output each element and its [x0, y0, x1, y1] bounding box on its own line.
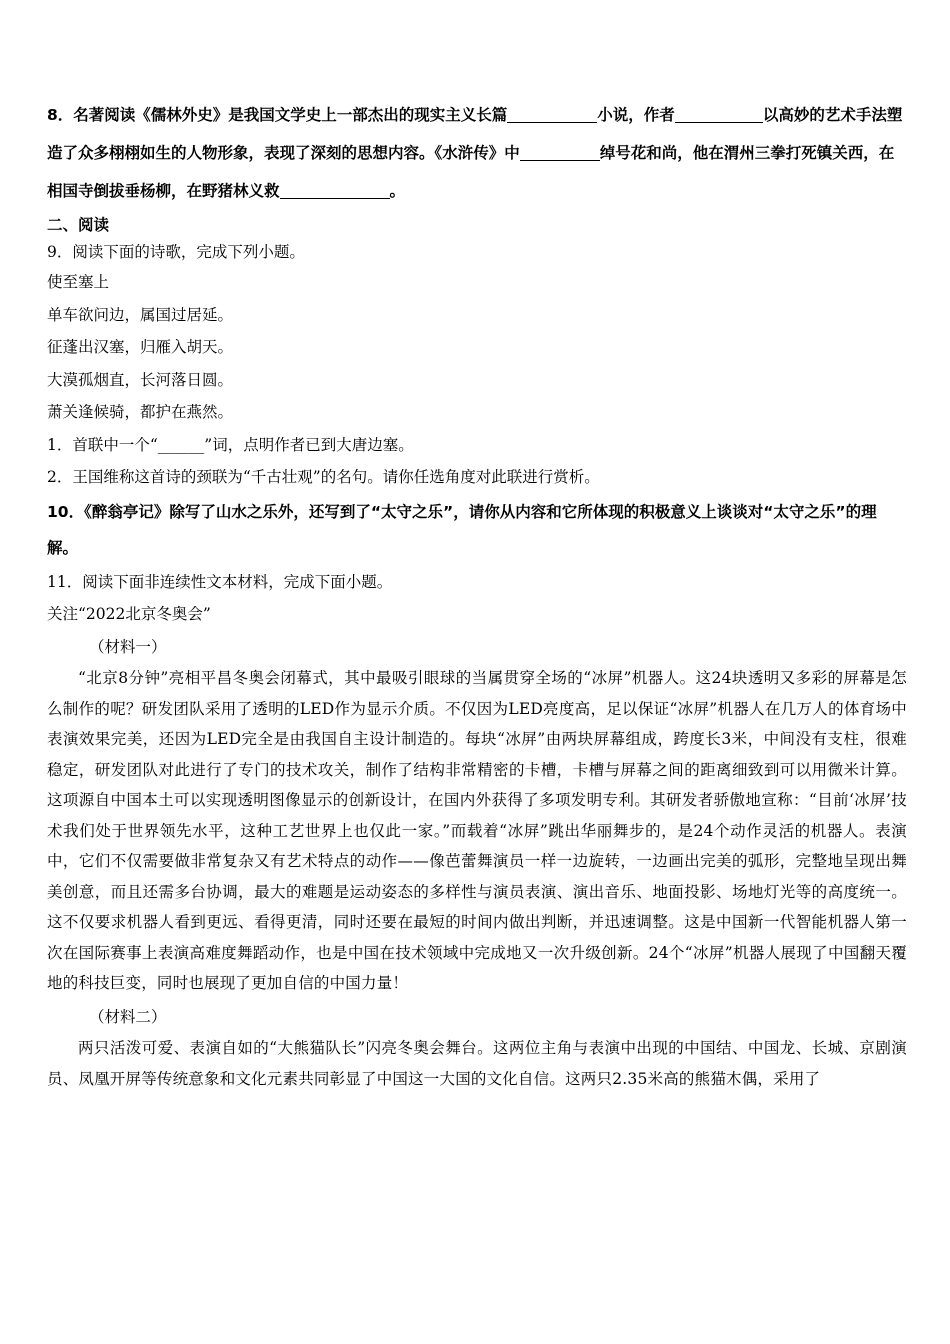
- question-10: 10．《醉翁亭记》除写了山水之乐外，还写到了“太守之乐”，请你从内容和它所体现的积极意义上谈谈对“太守之乐”的理解。: [47, 502, 877, 557]
- poem-line: 单车欲问边，属国过居延。: [47, 305, 234, 324]
- question-11-prompt: 11．阅读下面非连续性文本材料，完成下面小题。: [47, 572, 393, 591]
- q8-text-1: 8．名著阅读《儒林外史》是我国文学史上一部杰出的现实主义长篇: [47, 106, 508, 124]
- exam-page: [47, 96, 907, 1094]
- poem-line: 大漠孤烟直，长河落日圆。: [47, 370, 234, 389]
- question-9-sub-1: 1．首联中一个“______”词，点明作者已到大唐边塞。: [47, 435, 414, 454]
- answer-blank[interactable]: [675, 107, 763, 124]
- answer-blank[interactable]: [507, 107, 597, 124]
- answer-blank[interactable]: [280, 183, 390, 200]
- poem-line: 萧关逢候骑，都护在燕然。: [47, 403, 234, 421]
- question-9-sub-2: 2．王国维称这首诗的颈联为“千古壮观”的名句。请你任选角度对此联进行赏析。: [47, 468, 600, 486]
- poem-line: 征蓬出汉塞，归雁入胡天。: [47, 338, 234, 356]
- material-1-label: （材料一）: [89, 637, 167, 656]
- answer-blank[interactable]: [520, 145, 600, 162]
- question-9-prompt: 9．阅读下面的诗歌，完成下列小题。: [47, 243, 305, 261]
- q8-text-2: 小说，作者: [597, 106, 675, 124]
- material-2-text: 两只活泼可爱、表演自如的“大熊猫队长”闪亮冬奥会舞台。这两位主角与表演中出现的中国结、中国龙、长城、京剧演员、凤凰开屏等传统意象和文化元素共同彰显了中国这一大国的文化自信。这两只2.35米高的熊猫木偶，采用了: [47, 1039, 907, 1088]
- q8-text-5: 。: [389, 182, 406, 200]
- poem-title: 使至塞上: [47, 273, 110, 291]
- material-title: 关注“2022北京冬奥会”: [47, 605, 211, 623]
- q8-text-3: 以高妙的艺术手法塑造了众多栩栩如生的人物形象，表现了深刻的思想内容。《水浒传》中: [47, 106, 903, 162]
- section-heading: 二、阅读: [47, 216, 110, 234]
- material-1-text: “北京8分钟”亮相平昌冬奥会闭幕式，其中最吸引眼球的当属贯穿全场的“冰屏”机器人。这24块透明又多彩的屏幕是怎么制作的呢？研发团队采用了透明的LED作为显示介质。不仅因为LED亮度高，足以保证“冰屏”机器人在几万人的体育场中表演效果完美，还因为LED完全是由我国自主设计制造的。每块“冰屏”由两块屏幕组成，跨度长3米，中间没有支柱，很难稳定，研发团队对此进行了专门的技术攻关，制作了结构非常精密的卡槽，卡槽与屏幕之间的距离细致到可以用微米计算。这项源自中国本土可以实现透明图像显示的创新设计，在国内外获得了多项发明专利。其研发者骄傲地宣称：“目前‘冰屏’技术我们处于世界领先水平，这种工艺世界上也仅此一家。”而载着“冰屏”跳出华丽舞步的，是24个动作灵活的机器人。表演中，它们不仅需要做非常复杂又有艺术特点的动作——像芭蕾舞演员一样一边旋转，一边画出完美的弧形，完整地呈现出舞美创意，而且还需多台协调，最大的难题是运动姿态的多样性与演员表演、演出音乐、地面投影、场地灯光等的高度统一。这不仅要求机器人看到更远、看得更清，同时还要在最短的时间内做出判断，并迅速调整。这是中国新一代智能机器人第一次在国际赛事上表演高难度舞蹈动作，也是中国在技术领域中完成地又一次升级创新。24个“冰屏”机器人展现了中国翻天覆地的科技巨变，同时也展现了更加自信的中国力量！: [47, 669, 907, 992]
- q8-text-4: 绰号花和尚，他在渭州三拳打死镇关西，在相国寺倒拔垂杨柳，在野猪林义救: [47, 144, 895, 200]
- question-8: [47, 96, 907, 210]
- material-2-label: （材料二）: [89, 1007, 167, 1026]
